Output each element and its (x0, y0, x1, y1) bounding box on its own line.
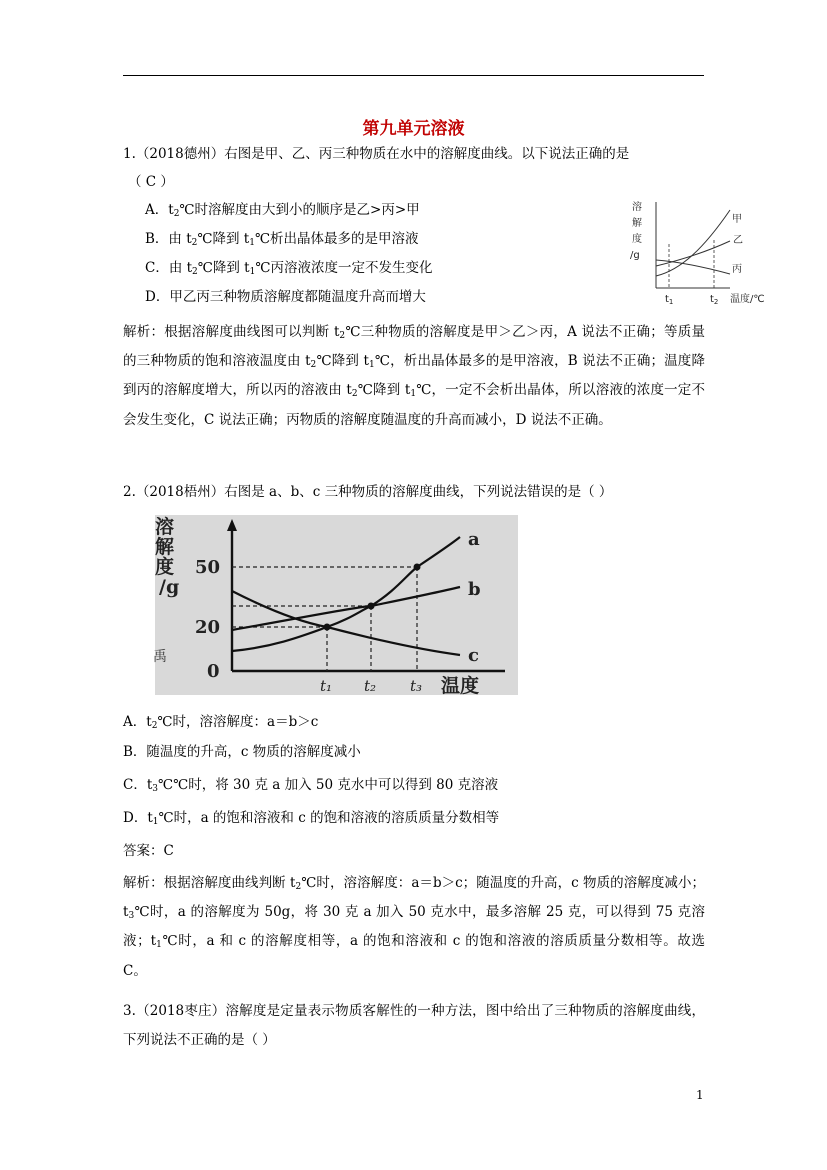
q2-label-a: a (468, 529, 480, 550)
q1-tick-t2: $t_2$ (710, 294, 719, 306)
q1-curve-jia (656, 210, 730, 276)
q1-ylabel-2: 解 (632, 218, 642, 229)
header-rule (123, 75, 704, 76)
q2-point-t3 (414, 564, 421, 571)
q1-label-bing: 丙 (732, 264, 742, 275)
q2-answer: 答案：C (123, 843, 174, 859)
q2-margin-mark: 禹 (153, 649, 167, 665)
q2-point-t2 (368, 603, 375, 610)
q1-label-yi: 乙 (733, 235, 743, 246)
q2-xlabel: 温度 (441, 675, 480, 697)
q1-option-c: C．由 $t_2℃$降到 $t_1℃$丙溶液浓度一定不发生变化 (145, 260, 433, 277)
q2-explanation: 解析：根据溶解度曲线判断 $t_2℃$时，溶溶解度：a＝b＞c；随温度的升高，c 物质的溶解度减小；$t_3℃$时，a 的溶解度为 50g，将 30 克 a 加入 50 克水中，最多溶解 25 克，可以得到 75 克溶液；$t_1℃$时，a 和 c 的溶解度相等，a 的饱和溶液和 c 的饱和溶液的溶质质量分数相等。故选 C。 (123, 875, 705, 979)
q2-xtick-t1: t₁ (320, 677, 333, 695)
q2-ylabel-1: 溶 (155, 516, 175, 538)
q3-stem: 3.（2018枣庄）溶解度是定量表示物质客解性的一种方法，图中给出了三种物质的溶解度曲线，下列说法不正确的是（ ） (123, 1003, 705, 1049)
q2-ytick-20: 20 (195, 617, 221, 638)
q1-solubility-chart (626, 196, 782, 308)
q1-ylabel-1: 溶 (632, 202, 642, 213)
q2-ylabel-3: 度 (155, 556, 175, 578)
q2-label-b: b (468, 579, 481, 600)
q2-ylabel-2: 解 (155, 536, 175, 558)
q2-option-b: B．随温度的升高，c 物质的溶解度减小 (123, 744, 361, 760)
page-number: 1 (696, 1088, 704, 1102)
q2-y-arrow (227, 519, 237, 531)
q1-option-b: B．由 $t_2℃$降到 $t_1℃$析出晶体最多的是甲溶液 (145, 231, 419, 248)
q2-xtick-t2: t₂ (364, 677, 377, 695)
q2-chart-photo (155, 515, 518, 695)
q2-point-t1 (324, 624, 331, 631)
q1-option-a: A．$t_2℃$时溶解度由大到小的顺序是乙>丙>甲 (145, 202, 420, 219)
q1-curve-yi (656, 241, 730, 266)
page-title: 第九单元溶液 (362, 119, 465, 139)
q2-option-c: C．$t_3℃℃$时，将 30 克 a 加入 50 克水中可以得到 80 克溶液 (123, 777, 499, 794)
q1-option-d: D．甲乙丙三种物质溶解度都随温度升高而增大 (145, 289, 426, 305)
q2-stem: 2.（2018梧州）右图是 a、b、c 三种物质的溶解度曲线，下列说法错误的是（ ） (123, 484, 613, 500)
q2-curve-b (232, 587, 460, 630)
q1-ylabel-4: /g (630, 250, 640, 261)
q1-ylabel-3: 度 (632, 234, 642, 245)
q1-answer-bracket: （ C ） (128, 174, 174, 190)
q2-xtick-t3: t₃ (410, 677, 423, 695)
q2-option-d: D．$t_1℃$时，a 的饱和溶液和 c 的饱和溶液的溶质质量分数相等 (123, 810, 500, 827)
q2-ylabel-4: /g (159, 576, 180, 598)
q2-label-c: c (468, 645, 479, 666)
q2-ytick-0: 0 (207, 661, 220, 682)
q2-option-a: A．$t_2℃$时，溶溶解度：a＝b＞c (123, 714, 319, 731)
q1-tick-t1: $t_1$ (665, 294, 674, 306)
q2-solubility-chart (155, 515, 518, 695)
q1-label-jia: 甲 (732, 214, 742, 225)
q1-explanation: 解析：根据溶解度曲线图可以判断 $t_2℃$三种物质的溶解度是甲＞乙＞丙，A 说法不正确；等质量的三种物质的饱和溶液温度由 $t_2℃$降到 $t_1℃$，析出晶体最多的是甲溶液，B 说法不正确；温度降到丙的溶解度增大，所以丙的溶液由 $t_2℃$降到 $t_1℃$，一定不会析出晶体，所以溶液的浓度一定不会发生变化，C 说法正确；丙物质的溶解度随温度的升高而减小，D 说法不正确。 (123, 324, 705, 428)
q2-ytick-50: 50 (195, 557, 221, 578)
q1-stem: 1.（2018德州）右图是甲、乙、丙三种物质在水中的溶解度曲线。以下说法正确的是 (123, 146, 630, 162)
q1-xlabel: 温度/℃ (730, 294, 765, 305)
